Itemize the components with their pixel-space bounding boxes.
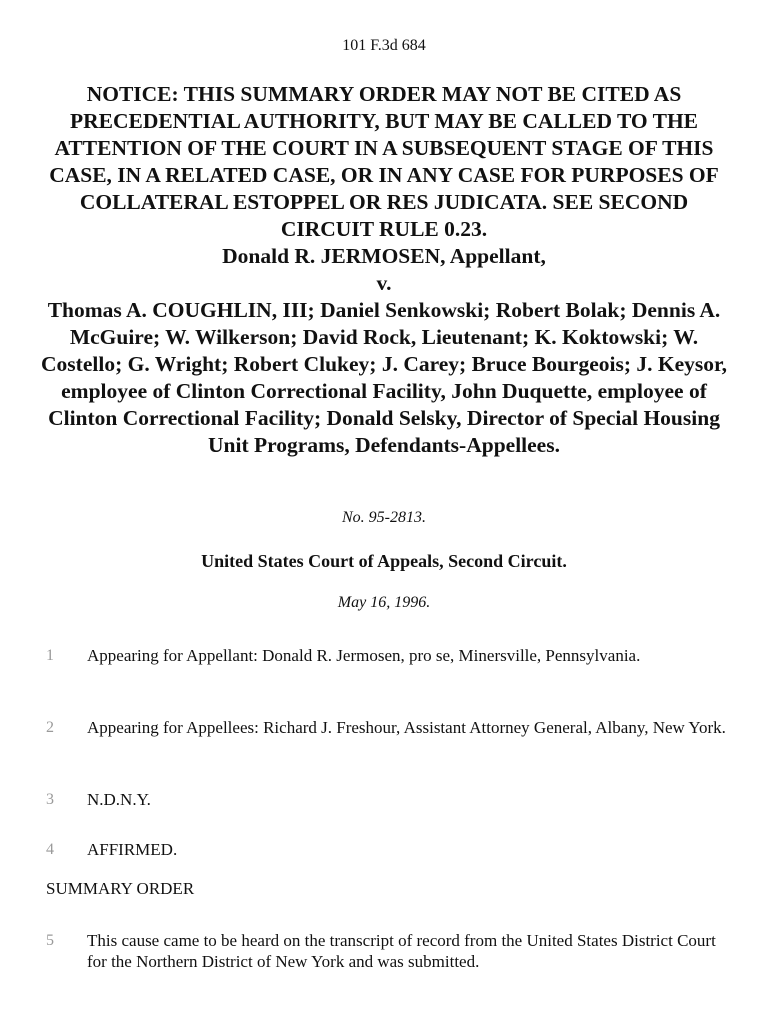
paragraph-number: 3: [46, 791, 54, 808]
notice: NOTICE: THIS SUMMARY ORDER MAY NOT BE CITED AS PRECEDENTIAL AUTHORITY, BUT MAY BE CALLED TO THE ATTENTION OF THE COURT IN A SUBSEQUENT STAGE OF THIS CASE, IN A RELATED CASE, OR IN ANY CASE FOR PURPOSES OF COLLATERAL ESTOPPEL OR RES JUDICATA. SEE SECOND CIRCUIT RULE 0.23.: [49, 82, 719, 241]
paragraph: [46, 839, 726, 860]
citation: 101 F.3d 684: [342, 37, 426, 54]
paragraph-text: N.D.N.Y.: [87, 790, 151, 809]
court-name: United States Court of Appeals, Second Circuit.: [201, 551, 567, 571]
appellees: Thomas A. COUGHLIN, III; Daniel Senkowski; Robert Bolak; Dennis A. McGuire; W. Wilkerson; David Rock, Lieutenant; K. Koktowski; W. Costello; G. Wright; Robert Clukey; J. Carey; Bruce Bourgeois; J. Keysor, employee of Clinton Correctional Facility, John Duquette, employee of Clinton Correctional Facility; Donald Selsky, Director of Special Housing Unit Programs, Defendants-Appellees.: [41, 298, 727, 457]
paragraph: [46, 717, 726, 738]
paragraph: [46, 645, 726, 666]
paragraph-text: Appearing for Appellees: Richard J. Freshour, Assistant Attorney General, Albany, New York.: [87, 718, 726, 737]
paragraph-number: 5: [46, 932, 54, 949]
paragraph-number: 2: [46, 719, 54, 736]
paragraph: [46, 789, 726, 810]
appellant: Donald R. JERMOSEN, Appellant,: [222, 244, 546, 268]
paragraph-number: 4: [46, 841, 54, 858]
versus: v.: [376, 271, 392, 295]
decision-date: May 16, 1996.: [337, 594, 431, 611]
paragraph-text: Appearing for Appellant: Donald R. Jermosen, pro se, Minersville, Pennsylvania.: [87, 646, 641, 665]
case-caption: [40, 81, 728, 459]
paragraph-text: AFFIRMED.: [87, 840, 178, 859]
summary-order-heading: SUMMARY ORDER: [46, 879, 195, 898]
paragraph-text: This cause came to be heard on the transcript of record from the United States District Court for the Northern District of New York and was submitted.: [87, 931, 716, 971]
paragraph-number: 1: [46, 647, 54, 664]
docket-number: No. 95-2813.: [342, 509, 426, 526]
paragraph: [46, 930, 726, 972]
